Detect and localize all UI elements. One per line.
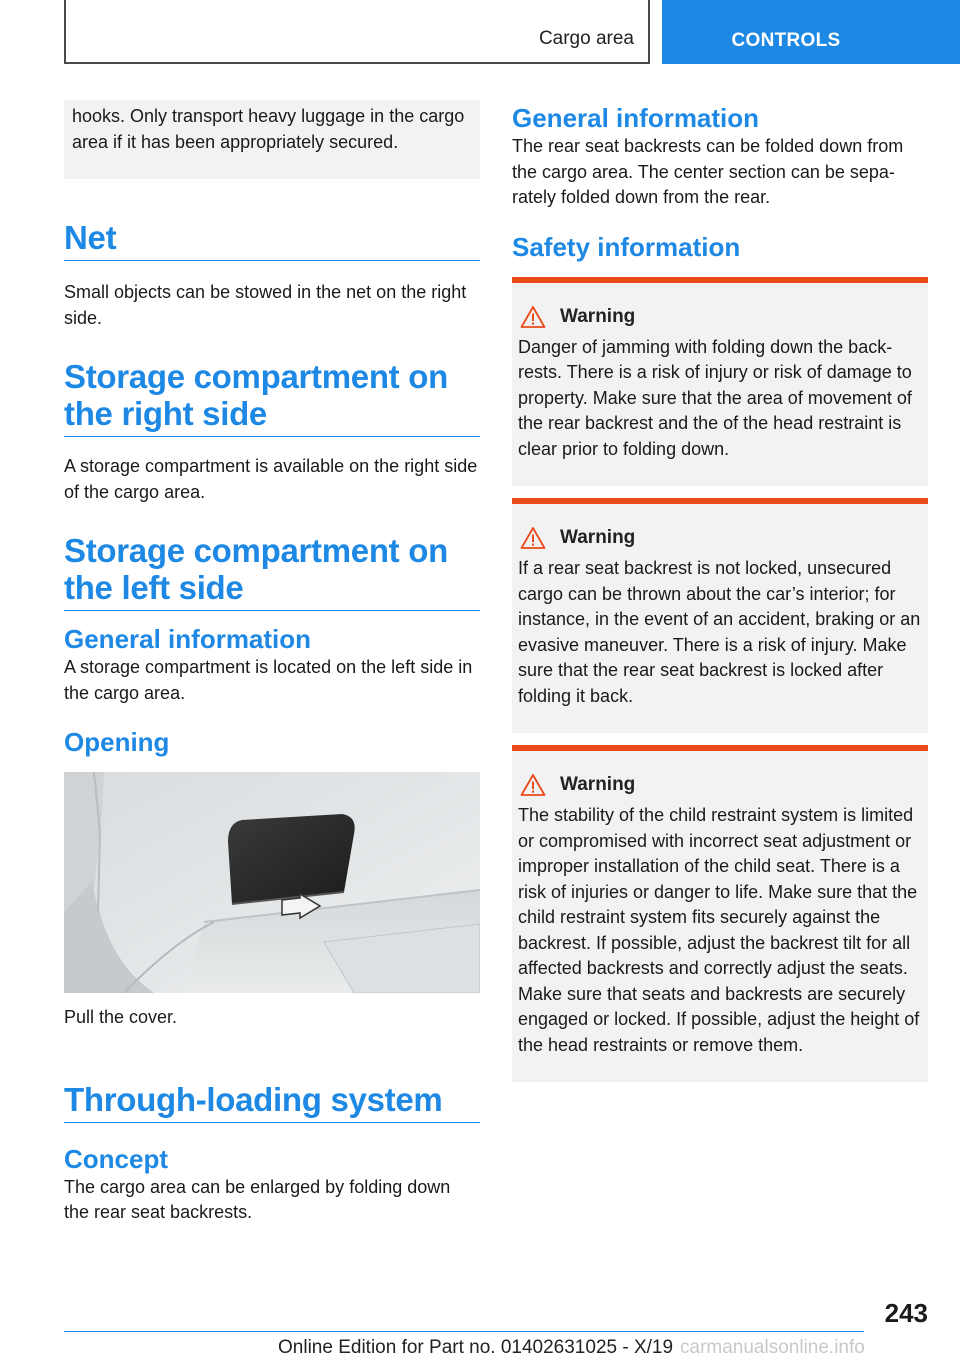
- footer-divider: [64, 1331, 864, 1332]
- warning-text: If a rear seat backrest is not locked, unsecured cargo can be thrown about the car’s interior; for instance, in the event of an accident, braking or an evasive maneuver. There is a risk of injury. Make sure that the rear seat backrest is locked after folding it back.: [518, 558, 921, 706]
- safety-heading: Safety information: [512, 231, 741, 262]
- warning-triangle-icon: [520, 526, 546, 550]
- net-text: Small objects can be stowed in the net on the right side.: [64, 282, 467, 328]
- header-chapter-tab[interactable]: [662, 0, 960, 64]
- warning-title: Warning: [560, 527, 636, 548]
- warning-text: Danger of jamming with folding down the backrests. There is a risk of injury or risk of damage to property. Make sure that the area of movement of the rear backrest and the of the head restraint is clear prior to folding down.: [518, 336, 912, 459]
- opening-heading: Opening: [64, 727, 170, 757]
- right-general-heading: General information: [512, 103, 760, 133]
- warning-triangle-icon: [520, 773, 546, 797]
- footer-watermark[interactable]: carmanualsonline.info: [680, 1337, 865, 1358]
- footer-edition-text: Online Edition for Part no. 01402631025 - X/19: [278, 1337, 674, 1358]
- opening-caption: Pull the cover.: [64, 1007, 178, 1027]
- warning-title: Warning: [560, 774, 636, 795]
- right-storage-text: A storage compartment is available on the right side of the cargo area.: [64, 456, 478, 502]
- warning-title: Warning: [560, 305, 636, 327]
- warning-triangle-icon: [520, 305, 546, 329]
- left-general-text: A storage compartment is located on the left side in the cargo area.: [64, 657, 473, 703]
- warning-box-1: [512, 277, 928, 487]
- header-section-title: Cargo area: [538, 28, 634, 49]
- right-column: [512, 100, 928, 1082]
- net-heading: Net: [64, 219, 480, 261]
- warning-text: The stability of the child restraint system is limited or compromised with incorrect seat adjustment or improper installation of the child seat. There is a risk of injuries or danger to life. Make sure that the child restraint system fits securely against the backrest. If possible, adjust the backrest tilt for all affected backrests and correctly adjust the seats. Make sure that seats and backrests are securely engaged or locked. If possible, adjust the height of the head restraints or remove them.: [518, 805, 920, 1055]
- intro-box: [64, 100, 480, 179]
- left-column: [64, 100, 480, 1226]
- header-section-box: [64, 0, 650, 64]
- left-storage-heading: Storage compartment on the left side: [64, 532, 480, 611]
- warning-box-3: [512, 745, 928, 1082]
- concept-heading: Concept: [64, 1143, 168, 1174]
- through-loading-heading: Through-loading system: [64, 1081, 480, 1123]
- left-general-heading: General information: [64, 624, 312, 654]
- page-number: 243: [884, 1298, 928, 1328]
- right-general-text: The rear seat backrests can be folded down from the cargo area. The center section can be separately folded down from the rear.: [512, 136, 904, 207]
- warning-box-2: [512, 498, 928, 733]
- intro-text: hooks. Only transport heavy luggage in the cargo area if it has been appropriately secured.: [72, 106, 465, 152]
- storage-compartment-illustration: [64, 772, 480, 993]
- right-storage-heading: Storage compartment on the right side: [64, 358, 480, 437]
- concept-text: The cargo area can be enlarged by folding down the rear seat backrests.: [64, 1176, 451, 1222]
- header-chapter-label: CONTROLS: [731, 30, 841, 51]
